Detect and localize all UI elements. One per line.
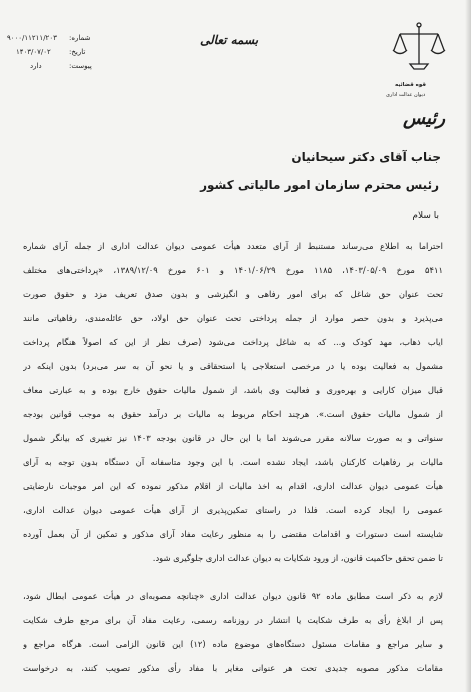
rais-handwritten: رئیس <box>403 108 446 129</box>
body-line: تحت عنوان حق شاغل که برای امور رفاهی و انگیزشی و بدون صدق تعریف مزد و حقوق صورت <box>23 289 443 299</box>
body-line: عمومی را ایجاد کرده است. فلذا در راستای تمکین‌پذیری از آرای هیأت عمومی دیوان عدالت اداری، <box>23 505 443 515</box>
body-line: ایاب ذهاب، مهد کودک و... که به شاغل پرداخت می‌شود (صرف نظر از این که اصولاً هنگام پرداخت <box>23 337 443 347</box>
addressee-name: جناب آقای دکتر سیحانیان <box>291 150 441 164</box>
body-line: تا ضمن تحقق حاکمیت قانون، از ورود شکایات به دیوان عدالت اداری جلوگیری شود. <box>152 553 443 563</box>
number-label: شماره: <box>69 34 91 42</box>
court-subtitle: دیوان عدالت اداری <box>386 92 426 98</box>
body-line: و سایر مراجع و مقامات مسئول دستگاه‌های موضوع ماده (۱۲) این قانون الزامی است. هرگاه مراجع و <box>23 639 443 649</box>
date-value: ۱۴۰۳/۰۷/۰۲ <box>16 48 51 56</box>
attachment-label: پیوست: <box>69 62 92 70</box>
body-line: احتراما به اطلاع می‌رساند مستنبط از آرای متعدد هیأت عمومی دیوان عدالت اداری از جمله آرای شماره <box>23 241 443 251</box>
court-name: قوه قضائیه <box>395 82 426 88</box>
greeting: با سلام <box>412 211 439 221</box>
addressee-title: رئیس محترم سازمان امور مالیاتی کشور <box>200 178 439 192</box>
body-line: لازم به ذکر است مطابق ماده ۹۲ قانون دیوان عدالت اداری «چنانچه مصوبه‌ای در هیأت عمومی ابطال شود، <box>23 591 443 601</box>
body-line: می‌پذیرد و بدون حصر موارد از جمله پرداختی تحت عنوان حق اولاد، حق عائله‌مندی، رفاهیاتی مانند <box>23 313 443 323</box>
body-line: ۵۴۱۱ مورخ ۱۴۰۳/۰۵/۰۹، ۱۱۸۵ مورخ ۱۴۰۱/۰۶/۲۹ و ۶۰۱ مورخ ۱۳۸۹/۱۲/۰۹، «پرداختی‌های مختلف <box>23 265 443 275</box>
body-line: هیأت عمومی دیوان عدالت اداری، اقدام به اخذ مالیات از اقلام مذکور نموده که این امر موجبات نارضایتی <box>23 481 443 491</box>
body-line: مالیات بر رفاهیات کارکنان باشد، ایجاد نشده است. با این وجود متاسفانه آن دستگاه بدون توجه به آرای <box>23 457 443 467</box>
judiciary-emblem-icon <box>388 20 450 74</box>
number-value: ۹۰۰۰/۱۱۲۱۱/۲۰۳ <box>7 34 57 42</box>
bismillah-heading: بسمه تعالی <box>200 33 259 47</box>
body-line: از شمول مالیات حقوق است.». هرچند احکام مربوط به مالیات بر درآمد حقوق به موجب قوانین بودجه <box>23 409 443 419</box>
body-line: پس از ابلاغ رأی به طرف شکایت یا انتشار در روزنامه رسمی، رعایت مفاد آن برای مرجع طرف شکایت <box>23 615 443 625</box>
body-line: مقامات مذکور مصوبه جدیدی تحت هر عنوانی مغایر با مفاد رأی مذکور تصویب کنند، به درخواست <box>23 663 443 673</box>
body-line: مشمول به فعالیت بوده یا در مرخصی استعلاجی یا استحقاقی و یا نحو آن به سر می‌برد) بدون اینکه در <box>23 361 443 371</box>
attachment-value: دارد <box>30 62 42 70</box>
body-line: سنواتی و به صورت سالانه مقرر می‌شوند اما با این حال در قانون بودجه ۱۴۰۳ نیز تغییری که بیانگر شمول <box>23 433 443 443</box>
date-label: تاریخ: <box>69 48 86 56</box>
body-line: قبال میزان کارایی و بهره‌وری و فعالیت وی باشد، از شمول مالیات حقوق خارج بوده و به عبارتی معاف <box>23 385 443 395</box>
body-line: شایسته است دستورات و اقدامات مقتضی را به منظور رعایت مفاد آرای مذکور و تمکین از آن بعمل آورده <box>23 529 443 539</box>
page-edge-shadow <box>465 0 471 692</box>
